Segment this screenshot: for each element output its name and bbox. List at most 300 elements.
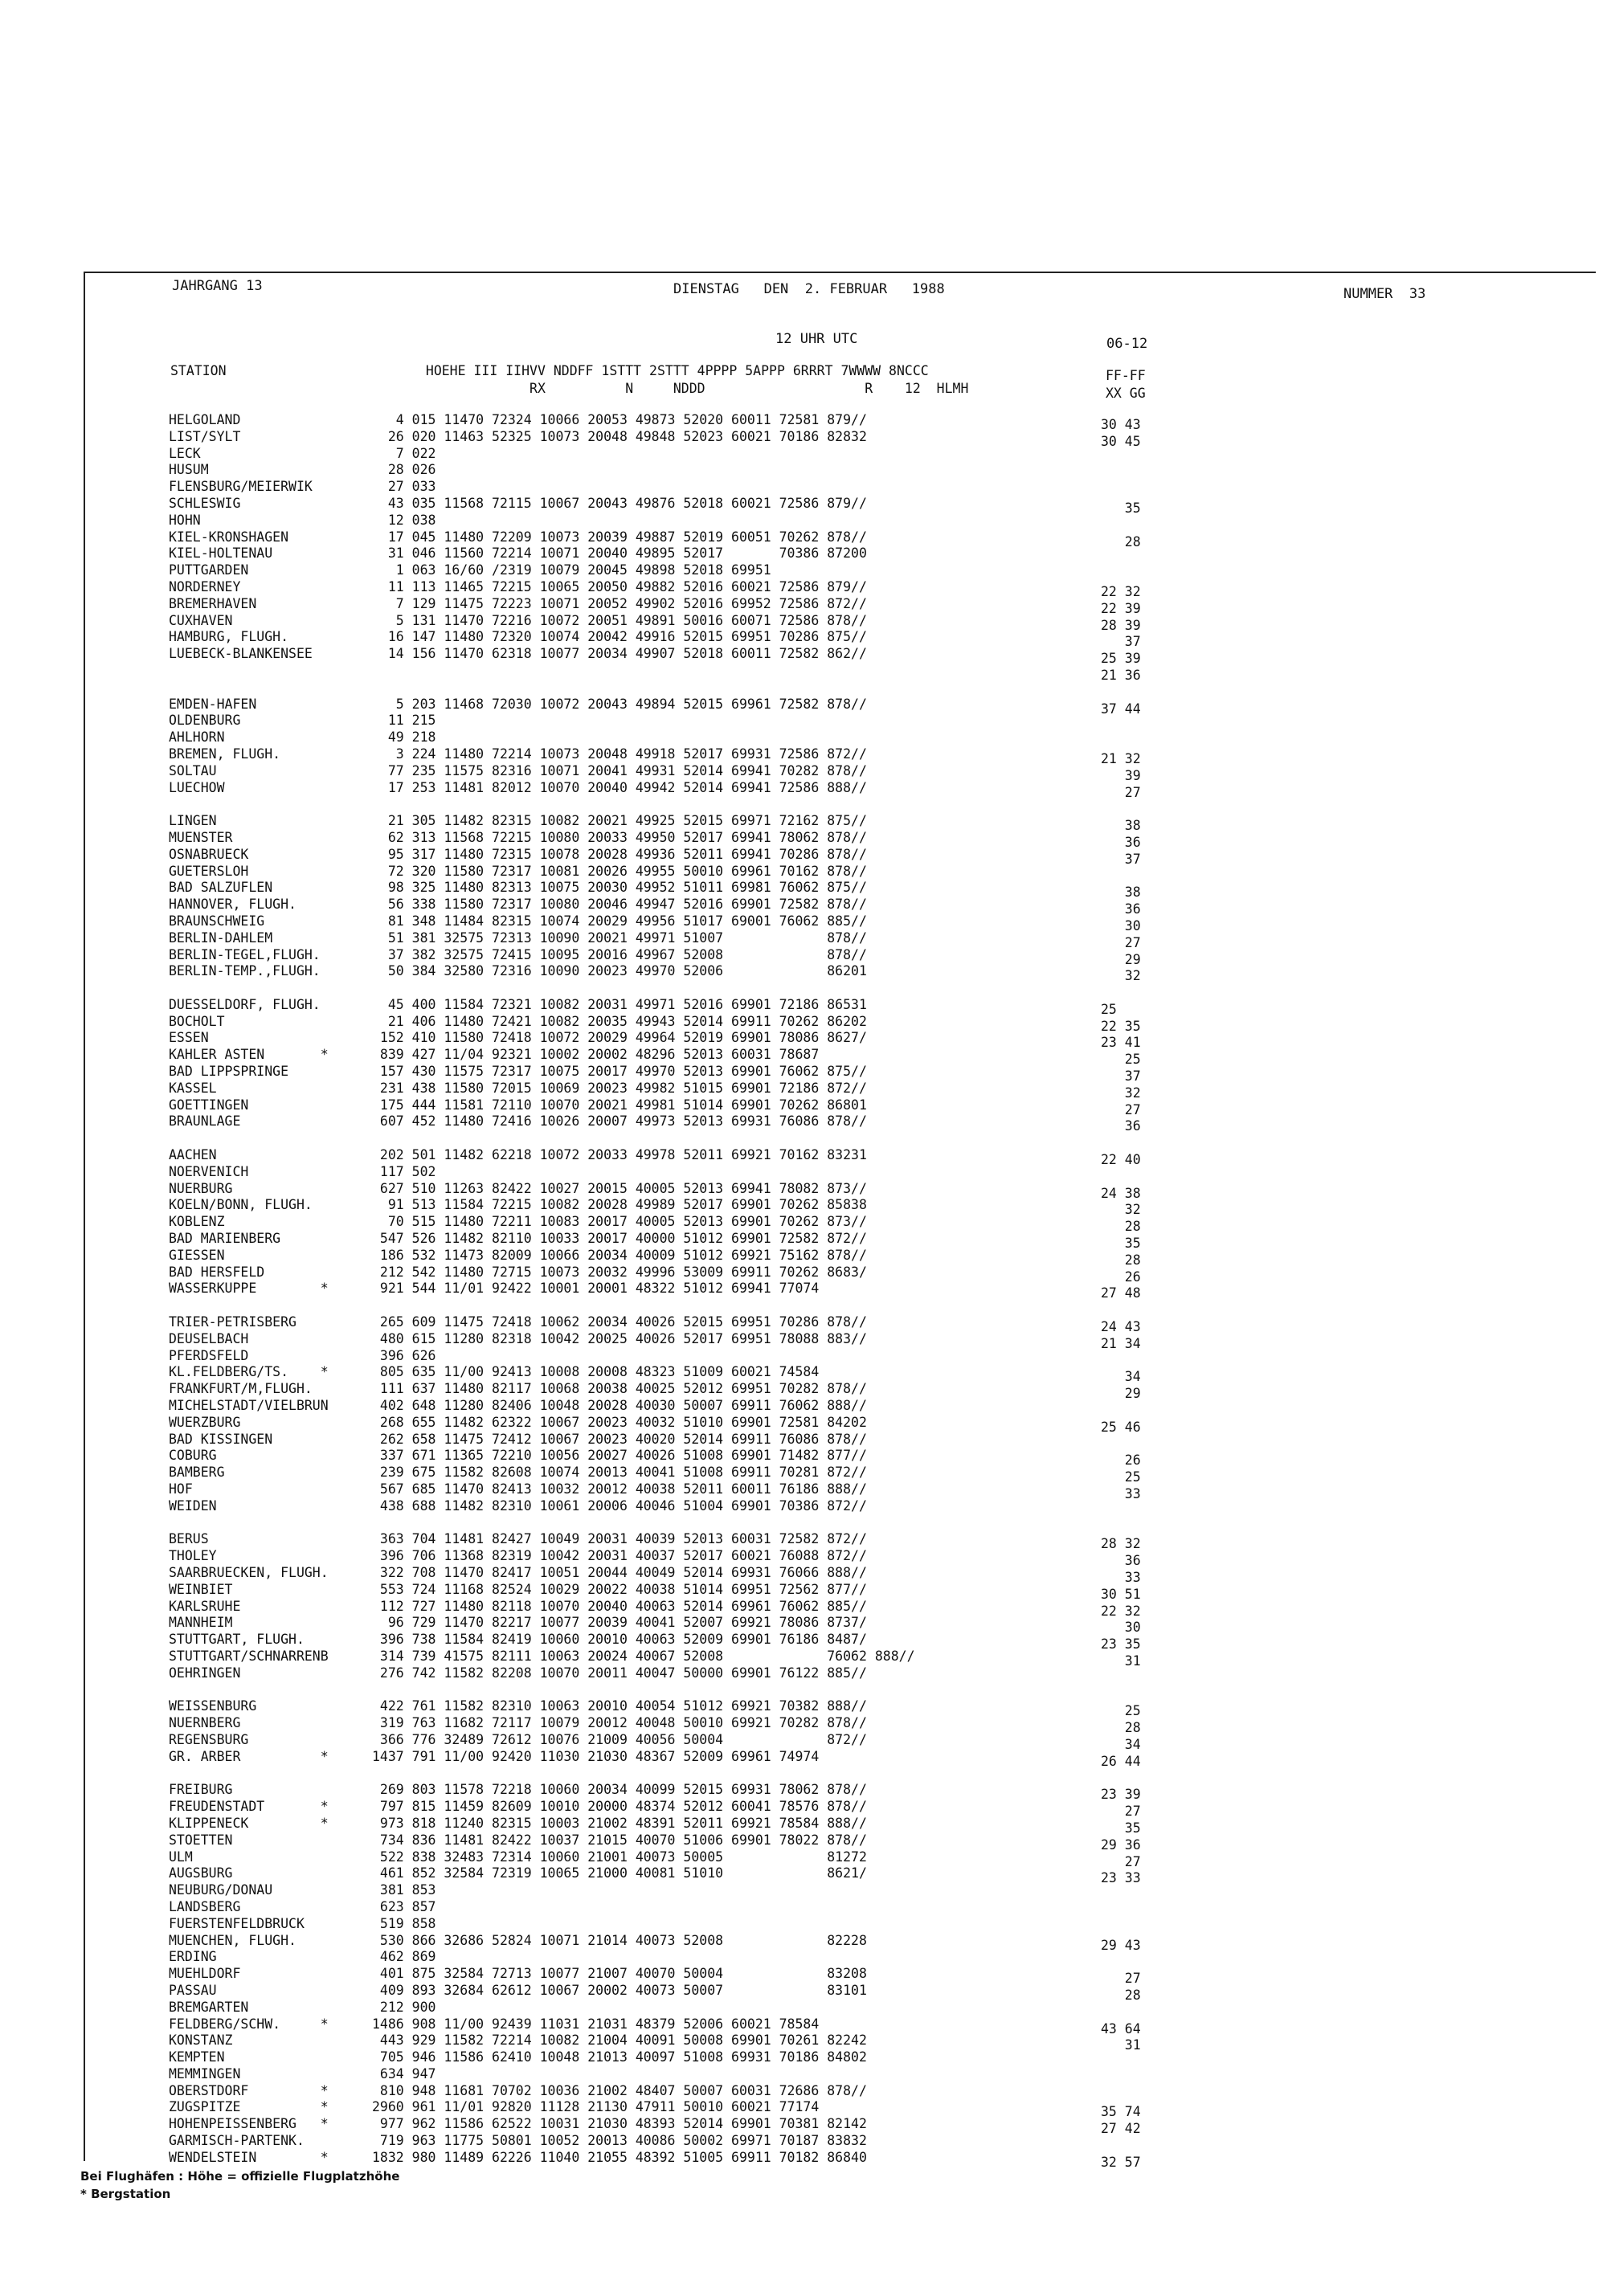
station-data: 547 526 11482 82110 10033 20017 40000 51012 69901 72582 872// [372, 1231, 867, 1247]
station-ff: 25 [1101, 1052, 1141, 1068]
station-name: BERLIN-DAHLEM [169, 929, 273, 946]
station-ff: 37 44 [1101, 701, 1141, 717]
station-name: SOLTAU [169, 762, 217, 778]
station-ff: 27 [1101, 1804, 1141, 1820]
station-data: 5 131 11470 72216 10072 20051 49891 50016 60071 72586 878// [372, 612, 867, 628]
station-data: 72 320 11580 72317 10081 20026 49955 50010 69961 70162 878// [372, 863, 867, 879]
station-ff: 31 [1101, 2037, 1141, 2053]
station-data: 111 637 11480 82117 10068 20038 40025 52012 69951 70282 878// [372, 1381, 867, 1397]
station-name: PUTTGARDEN [169, 562, 249, 578]
station-ff: 30 51 [1101, 1586, 1141, 1602]
group-gap [1101, 1135, 1141, 1152]
station-name: HUSUM [169, 462, 209, 478]
station-name: REGENSBURG [169, 1731, 249, 1747]
station-ff [1101, 2054, 1141, 2071]
station-name: ULM [169, 1849, 193, 1865]
station-data: 3 224 11480 72214 10073 20048 49918 52017 69931 72586 872// [372, 746, 867, 762]
group-gap [169, 1682, 329, 1699]
station-ff: 28 [1101, 1219, 1141, 1235]
station-data: 402 648 11280 82406 10048 20028 40030 50007 69911 76062 888// [372, 1398, 867, 1414]
station-data: 152 410 11580 72418 10072 20029 49964 52019 69901 78086 8627/ [372, 1030, 867, 1046]
station-ff: 26 [1101, 1452, 1141, 1469]
station-name: DUESSELDORF, FLUGH. [169, 996, 321, 1012]
station-ff: 22 39 [1101, 600, 1141, 616]
station-data: 96 729 11470 82217 10077 20039 40041 52007 69921 78086 8737/ [372, 1615, 867, 1631]
group-gap [169, 980, 329, 997]
station-name: OBERSTDORF * [169, 2082, 329, 2098]
jahrgang-label: JAHRGANG 13 [172, 278, 263, 294]
station-data: 396 738 11584 82419 10060 20010 40063 52009 69901 76186 8487/ [372, 1632, 867, 1648]
station-name: MEMMINGEN [169, 2065, 241, 2082]
station-ff: 30 45 [1101, 433, 1141, 449]
station-name: MICHELSTADT/VIELBRUN [169, 1398, 329, 1414]
station-name: LANDSBERG [169, 1898, 241, 1914]
station-ff: 22 32 [1101, 1603, 1141, 1619]
station-ff: 27 [1101, 934, 1141, 950]
station-ff: 36 [1101, 1118, 1141, 1134]
station-column [169, 412, 329, 2167]
utc-label: 12 UHR UTC [775, 331, 858, 347]
period-label: 06-12 [1106, 336, 1148, 352]
station-ff: 27 42 [1101, 2121, 1141, 2137]
group-gap [372, 1130, 915, 1147]
group-gap [169, 1766, 329, 1783]
station-data: 443 929 11582 72214 10082 21004 40091 50008 69901 70261 82242 [372, 2032, 867, 2049]
station-data: 91 513 11584 72215 10082 20028 49989 52017 69901 70262 85838 [372, 1197, 867, 1213]
station-data: 27 033 [372, 479, 436, 495]
group-gap [1101, 684, 1141, 701]
station-ff: 35 [1101, 1236, 1141, 1252]
station-ff: 36 [1101, 901, 1141, 917]
station-data: 797 815 11459 82609 10010 20000 48374 52012 60041 78576 878// [372, 1799, 867, 1815]
station-ff: 36 [1101, 1553, 1141, 1569]
station-name: GOETTINGEN [169, 1097, 249, 1113]
station-name: HAMBURG, FLUGH. [169, 629, 289, 645]
station-data: 1486 908 11/00 92439 11031 21031 48379 52006 60021 78584 [372, 2016, 820, 2032]
station-ff [1101, 1436, 1141, 1453]
station-ff: 22 32 [1101, 583, 1141, 599]
station-name: LECK [169, 445, 201, 461]
station-data: 567 685 11470 82413 10032 20012 40038 52011 60011 76186 888// [372, 1481, 867, 1497]
station-ff: 25 46 [1101, 1419, 1141, 1435]
station-name: FREUDENSTADT * [169, 1799, 329, 1815]
station-data: 212 542 11480 72715 10073 20032 49996 53009 69911 70262 8683/ [372, 1264, 867, 1280]
station-ff [1101, 1887, 1141, 1904]
station-name: LUEBECK-BLANKENSEE [169, 646, 313, 662]
footnote-airport: Bei Flughäfen : Höhe = offizielle Flugplatzhöhe [80, 2169, 400, 2184]
station-ff [1101, 1169, 1141, 1186]
station-name: BAD MARIENBERG [169, 1231, 281, 1247]
station-data: 17 253 11481 82012 10070 20040 49942 52014 69941 72586 888// [372, 779, 867, 795]
station-data: 438 688 11482 82310 10061 20006 40046 51004 69901 70386 872// [372, 1497, 867, 1514]
station-data: 337 671 11365 72210 10056 20027 40026 51008 69901 71482 877// [372, 1448, 867, 1464]
station-ff [1101, 868, 1141, 885]
group-gap [169, 1130, 329, 1147]
station-name: LUECHOW [169, 779, 225, 795]
station-data: 81 348 11484 82315 10074 20029 49956 51017 69001 76062 885// [372, 913, 867, 929]
station-data: 4 015 11470 72324 10066 20053 49873 52020 60011 72581 879// [372, 412, 867, 427]
station-name: GR. ARBER * [169, 1748, 329, 1764]
station-name: GIESSEN [169, 1247, 225, 1263]
station-data: 810 948 11681 70702 10036 21002 48407 50007 60031 72686 878// [372, 2082, 867, 2098]
station-data: 265 609 11475 72418 10062 20034 40026 52015 69951 70286 878// [372, 1314, 867, 1330]
station-name: FUERSTENFELDBRUCK [169, 1915, 305, 1931]
station-data: 12 038 [372, 512, 436, 528]
station-name: NOERVENICH [169, 1163, 249, 1179]
station-data: 98 325 11480 82313 10075 20030 49952 51011 69981 76062 875// [372, 880, 867, 896]
station-name: HOHN [169, 512, 201, 528]
group-gap [169, 796, 329, 813]
station-data: 314 739 41575 82111 10063 20024 40067 52008 76062 888// [372, 1648, 915, 1664]
station-ff: 30 [1101, 917, 1141, 934]
data-column [372, 412, 915, 2167]
station-name: FLENSBURG/MEIERWIK [169, 479, 313, 495]
date-label: DIENSTAG DEN 2. FEBRUAR 1988 [673, 281, 945, 297]
station-data: 202 501 11482 62218 10072 20033 49978 52011 69921 70162 83231 [372, 1147, 867, 1163]
station-data: 16 147 11480 72320 10074 20042 49916 52015 69951 70286 875// [372, 629, 867, 645]
group-gap [1101, 1520, 1141, 1537]
station-name: GUETERSLOH [169, 863, 249, 879]
station-data: 175 444 11581 72110 10070 20021 49981 51014 69901 70262 86801 [372, 1097, 867, 1113]
station-ff: 30 [1101, 1620, 1141, 1636]
station-ff: 29 36 [1101, 1836, 1141, 1853]
station-name: NUERBURG [169, 1180, 233, 1196]
station-name: MANNHEIM [169, 1615, 233, 1631]
ff-header-2: XX GG [1106, 386, 1146, 401]
group-gap [1101, 985, 1141, 1002]
ff-header-1: FF-FF [1106, 368, 1146, 383]
station-name: NORDERNEY [169, 578, 241, 594]
station-ff: 27 [1101, 784, 1141, 800]
station-ff: 29 [1101, 951, 1141, 967]
station-data: 49 218 [372, 729, 436, 746]
station-data: 21 305 11482 82315 10082 20021 49925 52015 69971 72162 875// [372, 813, 867, 829]
station-data: 1437 791 11/00 92420 11030 21030 48367 52009 69961 74974 [372, 1748, 820, 1764]
station-name: KOBLENZ [169, 1214, 225, 1230]
station-name: ZUGSPITZE * [169, 2099, 329, 2115]
station-data: 28 026 [372, 462, 436, 478]
station-data: 396 626 [372, 1347, 436, 1363]
station-data: 212 900 [372, 1999, 436, 2015]
station-data: 269 803 11578 72218 10060 20034 40099 52015 69931 78062 878// [372, 1782, 867, 1798]
station-ff: 34 [1101, 1736, 1141, 1752]
station-data: 401 875 32584 72713 10077 21007 40070 50004 83208 [372, 1966, 867, 1982]
station-name: NUERNBERG [169, 1715, 241, 1731]
station-data: 623 857 [372, 1898, 436, 1914]
group-gap [372, 1515, 915, 1532]
station-data: 322 708 11470 82417 10051 20044 40049 52014 69931 76066 888// [372, 1564, 867, 1580]
station-ff: 22 35 [1101, 1018, 1141, 1034]
station-data: 70 515 11480 72211 10083 20017 40005 52013 69901 70262 873// [372, 1214, 867, 1230]
ff-column [1101, 417, 1141, 2171]
station-data: 522 838 32483 72314 10060 21001 40073 50005 81272 [372, 1849, 867, 1865]
station-ff: 23 35 [1101, 1636, 1141, 1653]
station-name: KIEL-HOLTENAU [169, 545, 273, 562]
station-name: BAD HERSFELD [169, 1264, 265, 1280]
station-name: HANNOVER, FLUGH. [169, 897, 296, 913]
station-name: MUEHLDORF [169, 1966, 241, 1982]
station-name: HELGOLAND [169, 412, 241, 427]
group-gap [372, 1682, 915, 1699]
station-ff: 27 [1101, 1971, 1141, 1987]
station-data: 519 858 [372, 1915, 436, 1931]
station-name: AACHEN [169, 1147, 217, 1163]
station-ff [1101, 484, 1141, 500]
station-name: HOHENPEISSENBERG * [169, 2116, 329, 2132]
station-name: WEIDEN [169, 1497, 217, 1514]
station-data: 45 400 11584 72321 10082 20031 49971 52016 69901 72186 86531 [372, 996, 867, 1012]
station-ff: 23 39 [1101, 1787, 1141, 1803]
station-name: TRIER-PETRISBERG [169, 1314, 296, 1330]
group-gap [1101, 801, 1141, 818]
station-ff: 32 57 [1101, 2154, 1141, 2170]
station-data: 409 893 32684 62612 10067 20002 40073 50007 83101 [372, 1982, 867, 1998]
column-header-2: RX N NDDD R 12 HLMH [170, 381, 969, 396]
station-ff: 25 [1101, 1703, 1141, 1719]
station-name: STUTTGART, FLUGH. [169, 1632, 305, 1648]
station-name: KLIPPENECK * [169, 1815, 329, 1831]
station-name: KARLSRUHE [169, 1598, 241, 1614]
station-name: HOF [169, 1481, 193, 1497]
station-data: 50 384 32580 72316 10090 20023 49970 52006 86201 [372, 963, 867, 979]
station-name: EMDEN-HAFEN [169, 696, 257, 712]
station-data: 11 215 [372, 713, 436, 729]
station-data: 17 045 11480 72209 10073 20039 49887 52019 60051 70262 878// [372, 529, 867, 545]
group-gap [372, 680, 915, 697]
station-name: BAD KISSINGEN [169, 1431, 273, 1447]
station-ff: 29 43 [1101, 1937, 1141, 1953]
station-ff [1101, 2004, 1141, 2021]
station-ff: 27 48 [1101, 1285, 1141, 1301]
station-data: 77 235 11575 82316 10071 20041 49931 52014 69941 70282 878// [372, 762, 867, 778]
station-data: 14 156 11470 62318 10077 20034 49907 52018 60011 72582 862// [372, 646, 867, 662]
station-ff [1101, 717, 1141, 734]
group-gap [1101, 1687, 1141, 1704]
station-data: 62 313 11568 72215 10080 20033 49950 52017 69941 78062 878// [372, 829, 867, 845]
station-name: DEUSELBACH [169, 1330, 249, 1346]
group-gap [1101, 1302, 1141, 1319]
station-name: OEHRINGEN [169, 1665, 241, 1681]
station-name: KASSEL [169, 1080, 217, 1096]
station-ff: 36 [1101, 834, 1141, 850]
station-ff [1101, 1353, 1141, 1370]
station-data: 21 406 11480 72421 10082 20035 49943 52014 69911 70262 86202 [372, 1013, 867, 1029]
station-name: PFERDSFELD [169, 1347, 249, 1363]
station-data: 805 635 11/00 92413 10008 20008 48323 51009 60021 74584 [372, 1364, 820, 1380]
station-ff: 28 [1101, 533, 1141, 549]
station-ff [1101, 1403, 1141, 1420]
station-data: 157 430 11575 72317 10075 20017 49970 52013 69901 76062 875// [372, 1064, 867, 1080]
station-ff: 23 41 [1101, 1035, 1141, 1051]
station-data: 319 763 11682 72117 10079 20012 40048 50010 69921 70282 878// [372, 1715, 867, 1731]
station-ff: 28 39 [1101, 617, 1141, 633]
station-ff [1101, 2071, 1141, 2088]
station-ff: 28 [1101, 1252, 1141, 1268]
station-name: COBURG [169, 1448, 217, 1464]
station-ff [1101, 1921, 1141, 1938]
station-data: 276 742 11582 82208 10070 20011 40047 50000 69901 76122 885// [372, 1665, 867, 1681]
station-name: KOELN/BONN, FLUGH. [169, 1197, 313, 1213]
station-ff: 27 [1101, 1853, 1141, 1869]
station-data: 422 761 11582 82310 10063 20010 40054 51012 69921 70382 888// [372, 1698, 867, 1714]
station-name: PASSAU [169, 1982, 217, 1998]
station-name: WENDELSTEIN * [169, 2149, 329, 2165]
station-name: NEUBURG/DONAU [169, 1882, 273, 1898]
station-name: BAMBERG [169, 1465, 225, 1481]
station-data: 977 962 11586 62522 10031 21030 48393 52014 69901 70381 82142 [372, 2116, 867, 2132]
station-data: 51 381 32575 72313 10090 20021 49971 51007 878// [372, 929, 867, 946]
station-ff: 24 43 [1101, 1319, 1141, 1335]
group-gap [1101, 1771, 1141, 1787]
group-gap [169, 1297, 329, 1314]
station-ff: 38 [1101, 884, 1141, 901]
station-data: 607 452 11480 72416 10026 20007 49973 52013 69931 76086 878// [372, 1113, 867, 1130]
station-ff: 28 [1101, 1987, 1141, 2003]
station-ff: 23 33 [1101, 1870, 1141, 1886]
station-ff: 29 [1101, 1386, 1141, 1402]
station-ff [1101, 1670, 1141, 1687]
station-data: 839 427 11/04 92321 10002 20002 48296 52013 60031 78687 [372, 1047, 820, 1063]
station-data: 705 946 11586 62410 10048 21013 40097 51008 69931 70186 84802 [372, 2049, 867, 2065]
station-ff: 37 [1101, 634, 1141, 650]
station-data: 231 438 11580 72015 10069 20023 49982 51015 69901 72186 872// [372, 1080, 867, 1096]
station-name: KIEL-KRONSHAGEN [169, 529, 289, 545]
station-ff: 25 39 [1101, 651, 1141, 667]
station-data: 396 706 11368 82319 10042 20031 40037 52017 60021 76088 872// [372, 1548, 867, 1564]
station-name: LIST/SYLT [169, 428, 241, 444]
station-name: AHLHORN [169, 729, 225, 746]
station-data: 366 776 32489 72612 10076 21009 40056 50004 872// [372, 1731, 867, 1747]
station-data: 31 046 11560 72214 10071 20040 49895 52017 70386 87200 [372, 545, 867, 562]
station-name: OLDENBURG [169, 713, 241, 729]
station-ff: 25 [1101, 1001, 1117, 1017]
station-data: 7 022 [372, 445, 436, 461]
station-data: 5 203 11468 72030 10072 20043 49894 52015 69961 72582 878// [372, 696, 867, 712]
station-ff [1101, 467, 1141, 484]
column-header-1: STATION HOEHE III IIHVV NDDFF 1STTT 2STTT 4PPPP 5APPP 6RRRT 7WWWW 8NCCC [170, 363, 929, 378]
station-name: ERDING [169, 1949, 217, 1965]
station-data: 363 704 11481 82427 10049 20031 40039 52013 60031 72582 872// [372, 1531, 867, 1547]
station-data: 530 866 32686 52824 10071 21014 40073 52008 82228 [372, 1932, 867, 1948]
station-ff [1101, 2088, 1141, 2105]
station-name: THOLEY [169, 1548, 217, 1564]
station-name: BAD SALZUFLEN [169, 880, 273, 896]
group-gap [169, 1515, 329, 1532]
station-name: BREMEN, FLUGH. [169, 746, 281, 762]
station-ff [1101, 517, 1141, 534]
station-name: STOETTEN [169, 1832, 233, 1848]
station-ff: 35 [1101, 500, 1141, 516]
station-name: WASSERKUPPE * [169, 1281, 329, 1297]
station-ff [1101, 567, 1141, 584]
station-name: BERUS [169, 1531, 209, 1547]
nummer-label: NUMMER 33 [1343, 286, 1426, 302]
station-ff: 39 [1101, 767, 1141, 783]
station-name: WEISSENBURG [169, 1698, 257, 1714]
station-data: 921 544 11/01 92422 10001 20001 48322 51012 69941 77074 [372, 1281, 820, 1297]
station-ff: 31 [1101, 1653, 1141, 1669]
station-ff: 32 [1101, 1202, 1141, 1218]
station-ff: 32 [1101, 1085, 1141, 1101]
station-name: KEMPTEN [169, 2049, 225, 2065]
station-name: SAARBRUECKEN, FLUGH. [169, 1564, 329, 1580]
station-name: BRAUNLAGE [169, 1113, 241, 1130]
station-name: KONSTANZ [169, 2032, 233, 2049]
station-name: SCHLESWIG [169, 495, 241, 511]
station-name: BAD LIPPSPRINGE [169, 1064, 289, 1080]
station-name: FRANKFURT/M,FLUGH. [169, 1381, 313, 1397]
station-data: 26 020 11463 52325 10073 20048 49848 52023 60021 70186 82832 [372, 428, 867, 444]
station-ff: 21 32 [1101, 750, 1141, 766]
station-data: 43 035 11568 72115 10067 20043 49876 52018 60021 72586 879// [372, 495, 867, 511]
station-data: 37 382 32575 72415 10095 20016 49967 52008 878// [372, 946, 867, 962]
station-data: 634 947 [372, 2065, 436, 2082]
station-data [372, 663, 915, 680]
station-ff [1101, 451, 1141, 468]
station-ff: 33 [1101, 1486, 1141, 1501]
station-ff: 28 [1101, 1720, 1141, 1736]
station-name: AUGSBURG [169, 1865, 233, 1881]
station-data: 1832 980 11489 62226 11040 21055 48392 51005 69911 70182 86840 [372, 2149, 867, 2165]
station-data: 239 675 11582 82608 10074 20013 40041 51008 69911 70281 872// [372, 1465, 867, 1481]
station-ff: 24 38 [1101, 1185, 1141, 1201]
station-data: 95 317 11480 72315 10078 20028 49936 52011 69941 70286 878// [372, 846, 867, 862]
station-ff: 43 64 [1101, 2020, 1141, 2037]
group-gap [372, 1766, 915, 1783]
station-ff: 37 [1101, 1068, 1141, 1085]
group-gap [169, 680, 329, 697]
station-ff: 21 34 [1101, 1335, 1141, 1351]
station-ff: 37 [1101, 851, 1141, 867]
station-ff [1101, 1503, 1141, 1520]
station-data: 719 963 11775 50801 10052 20013 40086 50002 69971 70187 83832 [372, 2133, 867, 2149]
station-data: 262 658 11475 72412 10067 20023 40020 52014 69911 76086 878// [372, 1431, 867, 1447]
group-gap [372, 1297, 915, 1314]
footnote-mountain: * Bergstation [80, 2187, 171, 2201]
station-ff: 34 [1101, 1369, 1141, 1385]
station-data: 461 852 32584 72319 10065 21000 40081 51010 8621/ [372, 1865, 867, 1881]
station-ff: 33 [1101, 1569, 1141, 1585]
station-ff: 30 43 [1101, 417, 1141, 432]
station-name: BREMGARTEN [169, 1999, 249, 2015]
station-name: BREMERHAVEN [169, 595, 257, 611]
station-name: BERLIN-TEGEL,FLUGH. [169, 946, 321, 962]
station-ff: 21 36 [1101, 667, 1141, 683]
station-name: FELDBERG/SCHW. * [169, 2016, 329, 2032]
station-ff [1101, 2138, 1141, 2155]
station-ff: 28 32 [1101, 1536, 1141, 1552]
station-data: 268 655 11482 62322 10067 20023 40032 51010 69901 72581 84202 [372, 1414, 867, 1430]
station-data: 117 502 [372, 1163, 436, 1179]
group-gap [372, 796, 915, 813]
station-data: 186 532 11473 82009 10066 20034 40009 51012 69921 75162 878// [372, 1247, 867, 1263]
station-name: WUERZBURG [169, 1414, 241, 1430]
station-name: BOCHOLT [169, 1013, 225, 1029]
station-ff: 27 [1101, 1101, 1141, 1117]
station-ff: 35 74 [1101, 2104, 1141, 2120]
station-ff [1101, 550, 1141, 567]
station-data: 381 853 [372, 1882, 436, 1898]
station-name: KL.FELDBERG/TS. * [169, 1364, 329, 1380]
station-ff: 32 [1101, 968, 1141, 984]
station-data: 2960 961 11/01 92820 11128 21130 47911 50010 60021 77174 [372, 2099, 820, 2115]
station-ff: 25 [1101, 1469, 1141, 1485]
station-data: 56 338 11580 72317 10080 20046 49947 52016 69901 72582 878// [372, 897, 867, 913]
station-name: ESSEN [169, 1030, 209, 1046]
station-name: OSNABRUECK [169, 846, 249, 862]
station-ff [1101, 1954, 1141, 1971]
station-data: 11 113 11465 72215 10065 20050 49882 52016 60021 72586 879// [372, 578, 867, 594]
